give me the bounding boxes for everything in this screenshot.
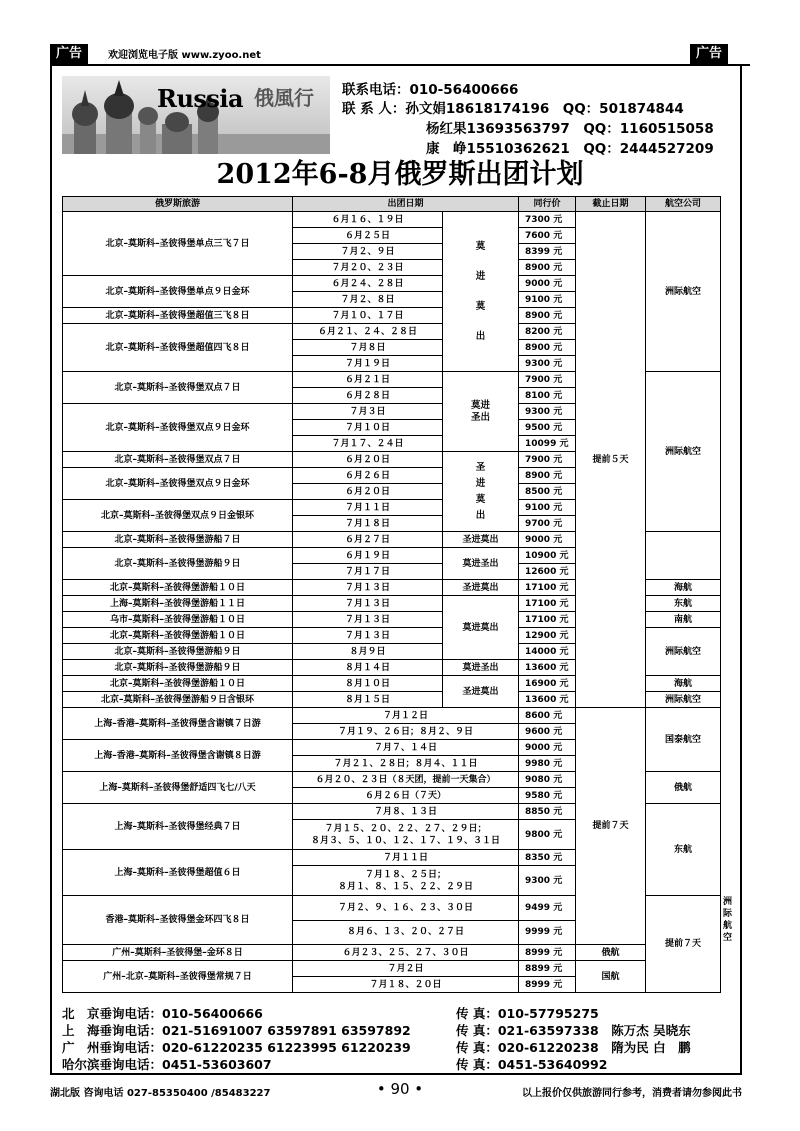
date-cell: ７月１９日 — [293, 356, 443, 372]
entry-exit-cell: 圣进莫出 — [443, 532, 519, 548]
price-cell: 9700 元 — [519, 516, 576, 532]
date-cell: ６月２７日 — [293, 532, 443, 548]
price-cell: 9300 元 — [519, 404, 576, 420]
hotline-row: 广 州垂询电话：020-61220235 61223995 61220239 传 真：020-61220238 隋为民 白 鹏 — [62, 1040, 691, 1055]
date-cell: ７月１３日 — [293, 612, 443, 628]
date-cell: ７月１３日 — [293, 596, 443, 612]
date-cell: ７月１７、２４日 — [293, 436, 443, 452]
airline-cell: 俄航 — [646, 772, 721, 804]
date-cell: ６月２１日 — [293, 372, 443, 388]
price-cell: 9000 元 — [519, 276, 576, 292]
website-url[interactable]: 欢迎浏览电子版 www.zyoo.net — [108, 50, 261, 61]
price-cell: 17100 元 — [519, 580, 576, 596]
date-cell: ７月１８、２０日 — [293, 977, 519, 993]
header-date: 出团日期 — [293, 197, 519, 212]
ad-label-right: 广告 — [690, 44, 728, 64]
date-cell: ７月２１、２８日；８月４、１１日 — [293, 756, 519, 772]
date-cell: ６月１９日 — [293, 548, 443, 564]
date-cell: ７月１５、２０、２２、２７、２９日； ８月３、５、１０、１２、１７、１９、３１日 — [293, 820, 519, 850]
price-cell: 16900 元 — [519, 676, 576, 692]
date-cell: ６月２３、２５、２７、３０日 — [293, 945, 519, 961]
route-cell: 北京–莫斯科–圣彼得堡超值四飞８日 — [63, 324, 293, 372]
route-cell: 北京–莫斯科–圣彼得堡游船１０日 — [63, 628, 293, 644]
price-cell: 8999 元 — [519, 945, 576, 961]
date-cell: ７月８日 — [293, 340, 443, 356]
price-cell: 7300 元 — [519, 212, 576, 228]
price-cell: 10099 元 — [519, 436, 576, 452]
date-cell: ６月２６日（７天） — [293, 788, 519, 804]
date-cell: ６月２０日 — [293, 484, 443, 500]
hotline-section — [62, 1005, 742, 1073]
contact-person-2: 杨红果13693563797 QQ：1160515058 — [426, 121, 714, 137]
date-cell: ７月２日 — [293, 961, 519, 977]
price-cell: 9500 元 — [519, 420, 576, 436]
russia-vision-logo — [62, 76, 330, 154]
hotline-row: 北 京垂询电话：010-56400666 传 真：010-57795275 — [62, 1006, 599, 1021]
price-cell: 8999 元 — [519, 977, 576, 993]
date-cell: ６月２１、２４、２８日 — [293, 324, 443, 340]
route-cell: 香港–莫斯科–圣彼得堡金环四飞８日 — [63, 896, 293, 945]
airline-cell: 洲际航空 — [646, 372, 721, 532]
route-cell: 乌市–莫斯科–圣彼得堡游船１０日 — [63, 612, 293, 628]
date-cell: ７月１３日 — [293, 628, 443, 644]
airline-cell: 国航 — [576, 961, 646, 993]
price-cell: 9800 元 — [519, 820, 576, 850]
date-cell: ７月３日 — [293, 404, 443, 420]
price-cell: 8900 元 — [519, 468, 576, 484]
page-title: 2012年6-8月俄罗斯出团计划 — [216, 159, 584, 190]
price-cell: 8399 元 — [519, 244, 576, 260]
route-cell: 北京–莫斯科–圣彼得堡游船９日 — [63, 548, 293, 580]
date-cell: ８月９日 — [293, 644, 443, 660]
entry-exit-cell: 莫进圣出 — [443, 548, 519, 580]
airline-cell: 海航 — [646, 580, 721, 596]
price-cell: 13600 元 — [519, 660, 576, 676]
airline-cell: 南航 — [646, 612, 721, 628]
header-airline: 航空公司 — [646, 197, 721, 212]
airline-cell: 洲际航空 — [646, 212, 721, 372]
route-cell: 上海–香港–莫斯科–圣彼得堡含谢镇７日游 — [63, 708, 293, 740]
date-cell: ８月６、１３、２０、２７日 — [293, 920, 519, 945]
date-cell: ７月７、１４日 — [293, 740, 519, 756]
route-cell: 北京–莫斯科–圣彼得堡游船１０日 — [63, 580, 293, 596]
price-cell: 9300 元 — [519, 356, 576, 372]
price-cell: 8100 元 — [519, 388, 576, 404]
entry-exit-cell: 莫进莫出 — [443, 212, 519, 372]
table-row: 香港–莫斯科–圣彼得堡金环四飞８日 ７月２、９、１６、２３、３０日 9499 元 提前７天 洲际航空 — [63, 896, 721, 921]
price-cell: 17100 元 — [519, 596, 576, 612]
route-cell: 北京–莫斯科–圣彼得堡单点９日金环 — [63, 276, 293, 308]
date-cell: ７月１１日 — [293, 500, 443, 516]
price-cell: 9999 元 — [519, 920, 576, 945]
price-cell: 9600 元 — [519, 724, 576, 740]
deadline-cell: 提前７天 — [646, 896, 721, 993]
price-cell: 9499 元 — [519, 896, 576, 921]
price-cell: 9100 元 — [519, 500, 576, 516]
route-cell: 广州–北京–莫斯科–圣彼得堡常规７日 — [63, 961, 293, 993]
price-cell: 7600 元 — [519, 228, 576, 244]
date-cell: ６月２４、２８日 — [293, 276, 443, 292]
price-cell: 8850 元 — [519, 804, 576, 820]
price-cell: 9580 元 — [519, 788, 576, 804]
entry-exit-cell: 圣进莫出 — [443, 452, 519, 532]
hotline-row: 上 海垂询电话：021-51691007 63597891 63597892 传 真：021-63597338 陈万杰 吴晓东 — [62, 1023, 691, 1038]
price-cell: 9300 元 — [519, 866, 576, 896]
footer-disclaimer: 以上报价仅供旅游同行参考，消费者请勿参阅此书 — [522, 1088, 742, 1099]
deadline-cell: 提前５天 — [576, 212, 646, 708]
table-row — [63, 212, 721, 228]
price-cell: 12600 元 — [519, 564, 576, 580]
airline-cell: 国泰航空 — [646, 708, 721, 772]
date-cell: ７月１９、２６日；８月２、９日 — [293, 724, 519, 740]
hotline-row: 哈尔滨垂询电话：0451-53603607 传 真：0451-53640992 — [62, 1057, 608, 1072]
price-cell: 9100 元 — [519, 292, 576, 308]
price-cell: 8200 元 — [519, 324, 576, 340]
contact-phone: 联系电话：010-56400666 — [342, 82, 519, 98]
entry-exit-cell: 莫进圣出 — [443, 660, 519, 676]
route-cell: 广州–莫斯科–圣彼得堡–金环８日 — [63, 945, 293, 961]
contact-person-3: 康 峥15510362621 QQ：2444527209 — [426, 141, 714, 157]
airline-cell: 海航 — [646, 676, 721, 692]
date-cell: ７月８、１３日 — [293, 804, 519, 820]
date-cell: ７月１１日 — [293, 850, 519, 866]
price-cell: 14000 元 — [519, 644, 576, 660]
price-cell: 9980 元 — [519, 756, 576, 772]
tour-schedule-table — [62, 196, 733, 993]
route-cell: 北京–莫斯科–圣彼得堡双点９日金环 — [63, 468, 293, 500]
date-cell: ７月１３日 — [293, 580, 443, 596]
entry-exit-cell: 莫进莫出 — [443, 596, 519, 660]
logo-chinese: 俄風行 — [254, 86, 314, 110]
table-row — [63, 945, 721, 961]
price-cell: 8899 元 — [519, 961, 576, 977]
route-cell: 北京–莫斯科–圣彼得堡双点７日 — [63, 452, 293, 468]
airline-cell: 东航 — [646, 596, 721, 612]
date-cell: ６月１６、１９日 — [293, 212, 443, 228]
route-cell: 北京–莫斯科–圣彼得堡游船９日 — [63, 660, 293, 676]
entry-exit-cell: 圣进莫出 — [443, 676, 519, 708]
price-cell: 10900 元 — [519, 548, 576, 564]
date-cell: ７月２、９日 — [293, 244, 443, 260]
airline-cell: 洲际航空 — [646, 692, 721, 708]
date-cell: ８月１５日 — [293, 692, 443, 708]
airline-cell: 东航 — [646, 804, 721, 896]
date-cell: ６月２０日 — [293, 452, 443, 468]
route-cell: 上海–莫斯科–圣彼得堡舒适四飞七/八天 — [63, 772, 293, 804]
header-price: 同行价 — [519, 197, 576, 212]
price-cell: 9080 元 — [519, 772, 576, 788]
date-cell: ７月１８日 — [293, 516, 443, 532]
route-cell: 北京–莫斯科–圣彼得堡游船９日 — [63, 644, 293, 660]
date-cell: ６月２８日 — [293, 388, 443, 404]
entry-exit-cell: 莫进圣出 — [443, 372, 519, 452]
date-cell: ６月２５日 — [293, 228, 443, 244]
airline-cell: 洲际航空 — [646, 628, 721, 676]
date-cell: ７月２０、２３日 — [293, 260, 443, 276]
route-cell: 北京–莫斯科–圣彼得堡游船９日含银环 — [63, 692, 293, 708]
price-cell: 9000 元 — [519, 532, 576, 548]
price-cell: 7900 元 — [519, 452, 576, 468]
route-cell: 北京–莫斯科–圣彼得堡游船１０日 — [63, 676, 293, 692]
price-cell: 7900 元 — [519, 372, 576, 388]
price-cell: 8350 元 — [519, 850, 576, 866]
price-cell: 17100 元 — [519, 612, 576, 628]
price-cell: 8600 元 — [519, 708, 576, 724]
price-cell: 8900 元 — [519, 260, 576, 276]
price-cell: 12900 元 — [519, 628, 576, 644]
ad-label-left: 广告 — [50, 44, 88, 64]
airline-cell: 俄航 — [576, 945, 646, 961]
contact-person-1: 联 系 人：孙文娟18618174196 QQ：501874844 — [342, 101, 684, 117]
route-cell: 北京–莫斯科–圣彼得堡游船７日 — [63, 532, 293, 548]
price-cell: 8900 元 — [519, 340, 576, 356]
price-cell: 13600 元 — [519, 692, 576, 708]
date-cell: ６月２６日 — [293, 468, 443, 484]
route-cell: 北京–莫斯科–圣彼得堡超值三飞８日 — [63, 308, 293, 324]
table-row — [63, 961, 721, 977]
date-cell: ７月１０、１７日 — [293, 308, 443, 324]
price-cell: 8900 元 — [519, 308, 576, 324]
route-cell: 上海–莫斯科–圣彼得堡超值６日 — [63, 850, 293, 896]
route-cell: 上海–香港–莫斯科–圣彼得堡含谢镇８日游 — [63, 740, 293, 772]
route-cell: 上海–莫斯科–圣彼得堡经典７日 — [63, 804, 293, 850]
date-cell: ８月１０日 — [293, 676, 443, 692]
date-cell: ７月２、９、１６、２３、３０日 — [293, 896, 519, 921]
deadline-cell: 提前７天 — [576, 708, 646, 945]
route-cell: 北京–莫斯科–圣彼得堡双点７日 — [63, 372, 293, 404]
entry-exit-cell: 圣进莫出 — [443, 580, 519, 596]
route-cell: 北京–莫斯科–圣彼得堡单点三飞７日 — [63, 212, 293, 276]
header-route: 俄罗斯旅游 — [63, 197, 293, 212]
airline-cell — [646, 532, 721, 580]
footer-edition-info: 湖北版 咨询电话 027-85350400 /85483227 — [50, 1088, 271, 1099]
header-deadline: 截止日期 — [576, 197, 646, 212]
table-header-row — [63, 197, 721, 212]
route-cell: 北京–莫斯科–圣彼得堡双点９日金环 — [63, 404, 293, 452]
date-cell: ７月１０日 — [293, 420, 443, 436]
logo-wordmark: Russia — [157, 84, 244, 113]
price-cell: 8500 元 — [519, 484, 576, 500]
date-cell: ７月１２日 — [293, 708, 519, 724]
table-row — [63, 708, 721, 724]
page-number: • 90 • — [376, 1080, 424, 1098]
date-cell: ６月２０、２３日（８天团，提前一天集合） — [293, 772, 519, 788]
date-cell: ７月２、８日 — [293, 292, 443, 308]
route-cell: 上海–莫斯科–圣彼得堡游船１１日 — [63, 596, 293, 612]
date-cell: ７月１７日 — [293, 564, 443, 580]
date-cell: ８月１４日 — [293, 660, 443, 676]
route-cell: 北京–莫斯科–圣彼得堡双点９日金银环 — [63, 500, 293, 532]
price-cell: 9000 元 — [519, 740, 576, 756]
date-cell: ７月１８、２５日； ８月１、８、１５、２２、２９日 — [293, 866, 519, 896]
